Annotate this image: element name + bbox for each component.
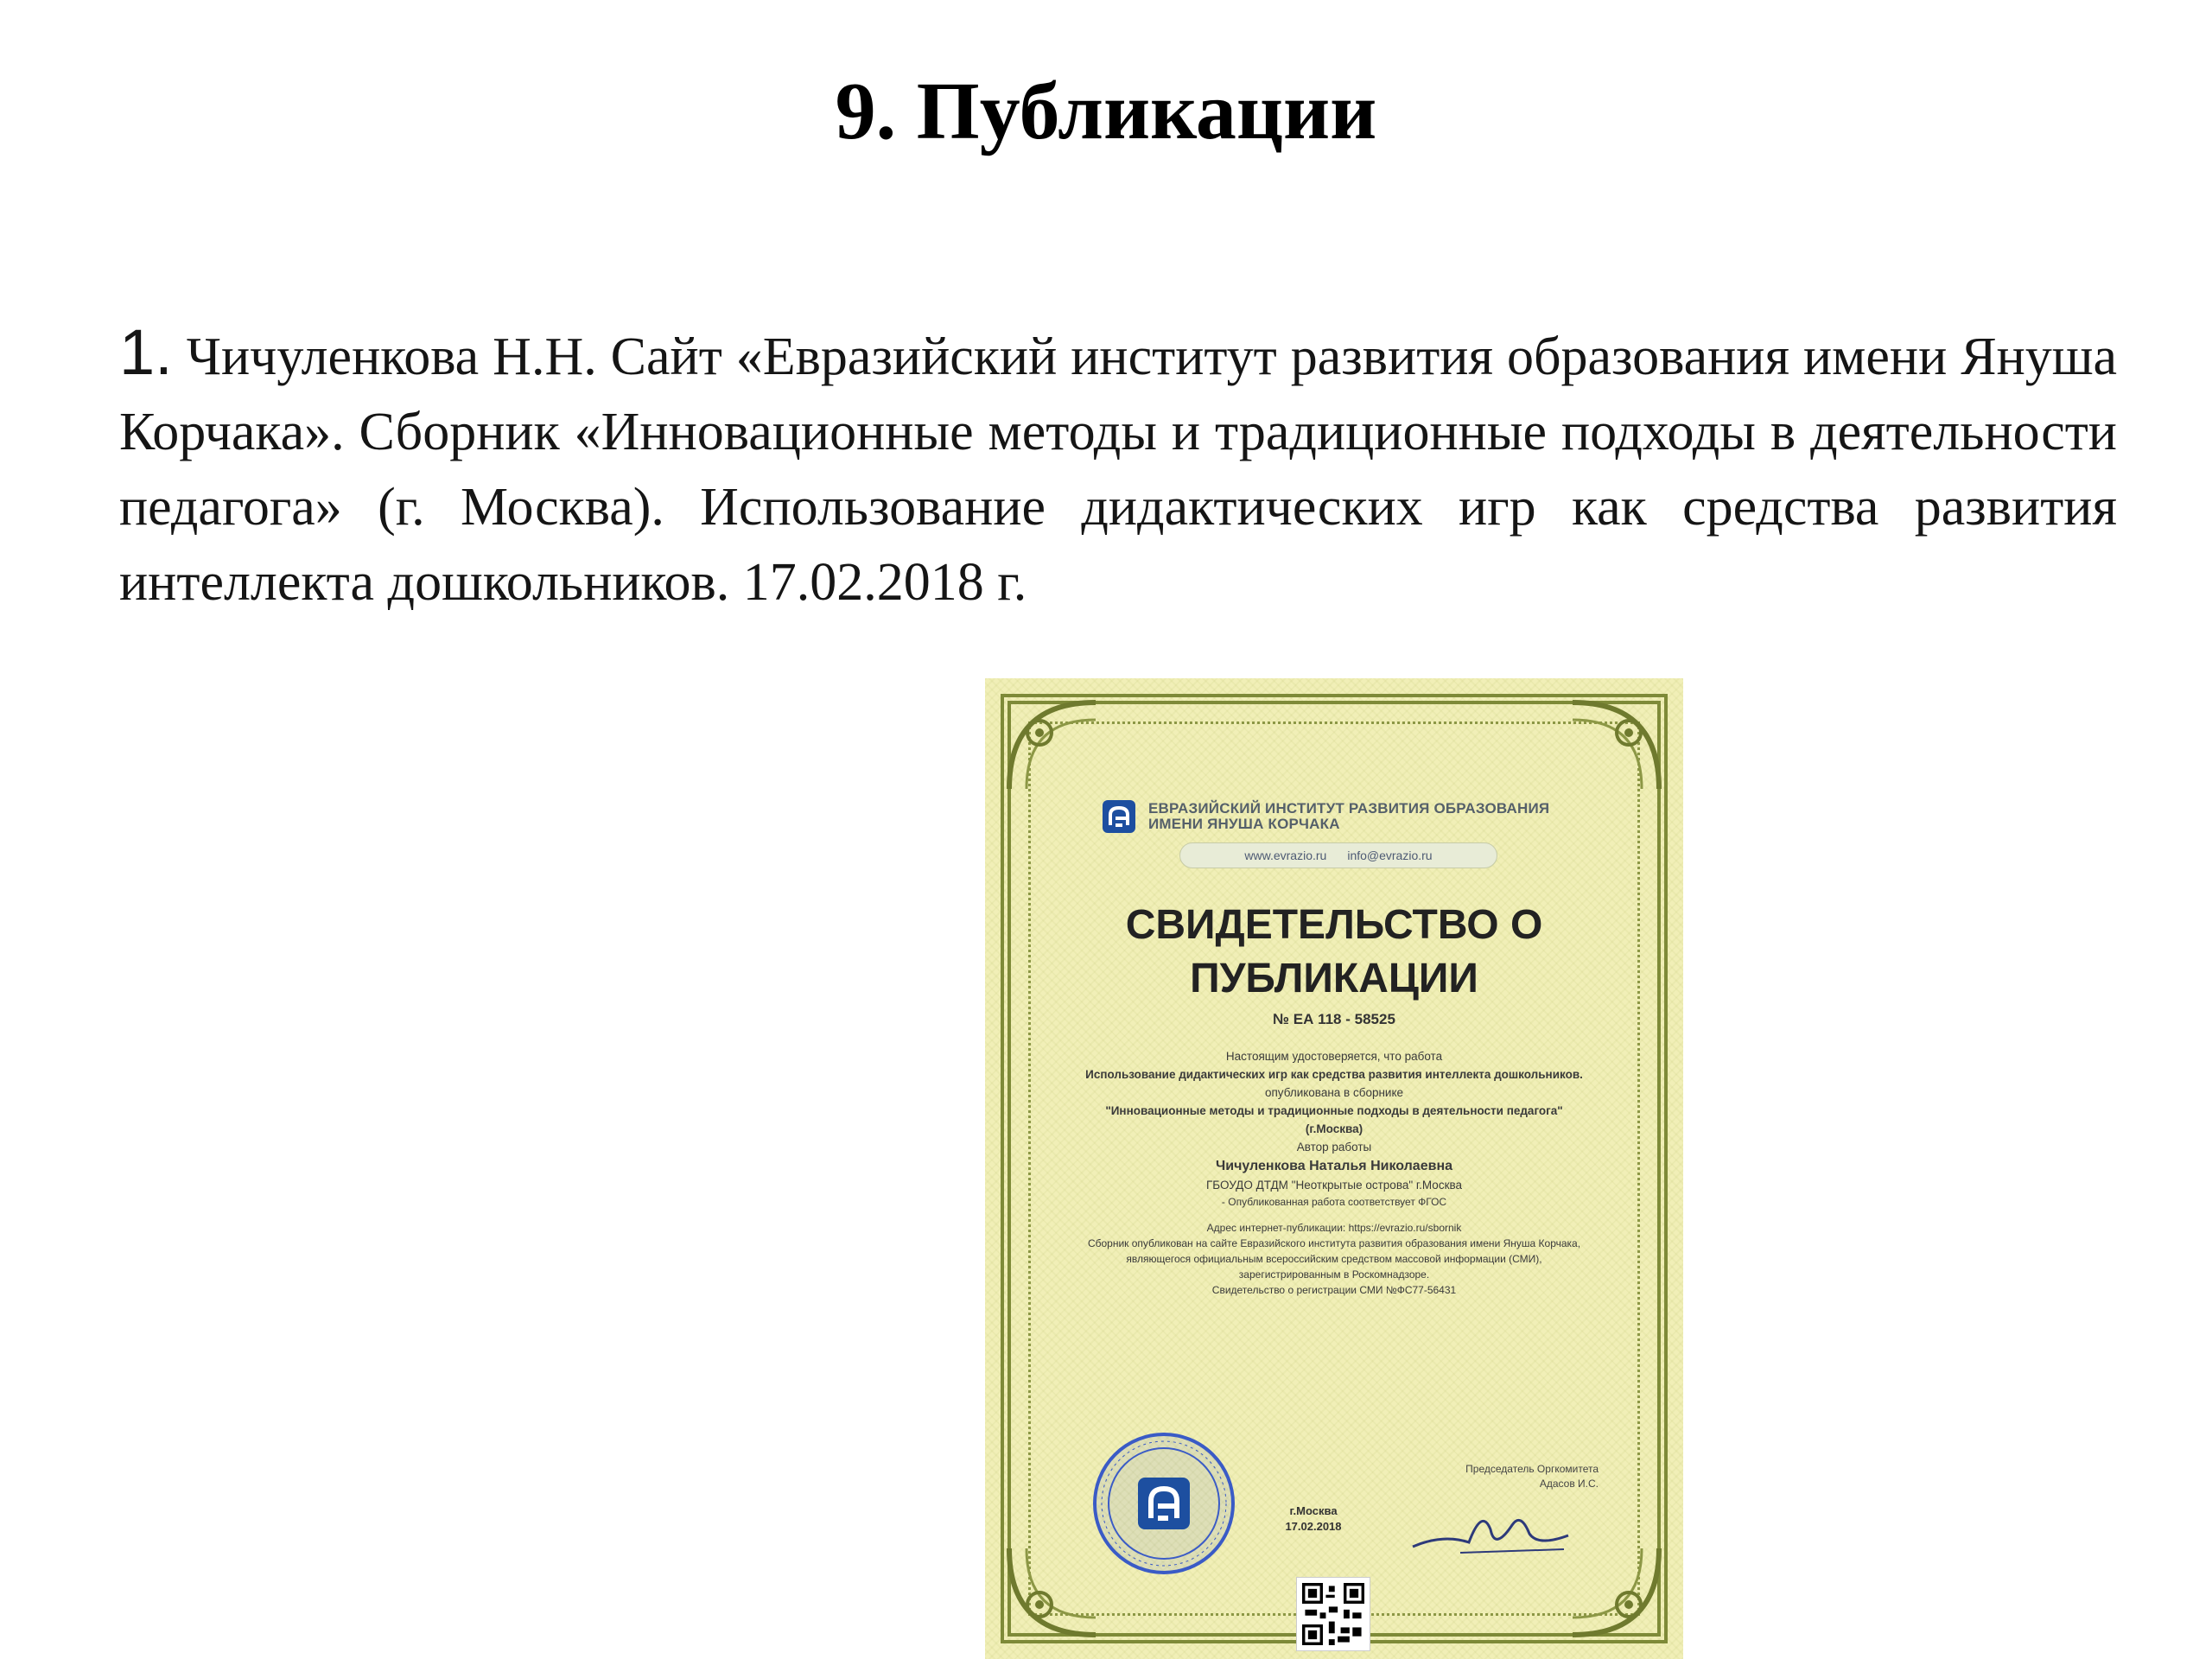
certificate-note: Сборник опубликован на сайте Евразийского института развития образования имени Януша Корчака, являющегося официальным всероссийским средством массовой информации (СМИ), зарегистрированным в Роскомнадзоре. bbox=[1087, 1237, 1581, 1281]
institute-name-line2: ИМЕНИ ЯНУША КОРЧАКА bbox=[1148, 816, 1340, 832]
chair-title: Председатель Оргкомитета bbox=[1465, 1463, 1599, 1475]
publication-number: 1. bbox=[119, 316, 173, 388]
certificate-heading-line1: СВИДЕТЕЛЬСТВО О bbox=[1125, 902, 1543, 948]
certificate-address: Адрес интернет-публикации: https://evrazio.ru/sbornik bbox=[1206, 1222, 1462, 1234]
corner-ornament-icon bbox=[1001, 1540, 1104, 1643]
certificate-place-date bbox=[1262, 1503, 1365, 1535]
certificate-contacts bbox=[1179, 842, 1497, 868]
certificate-heading-line2: ПУБЛИКАЦИИ bbox=[1190, 956, 1478, 1001]
corner-ornament-icon bbox=[1564, 694, 1668, 798]
publication-entry bbox=[119, 315, 2117, 620]
certificate-body bbox=[1080, 1047, 1588, 1298]
corner-ornament-icon bbox=[1564, 1540, 1668, 1643]
certificate-work-title: Использование дидактических игр как средства развития интеллекта дошкольников. bbox=[1085, 1068, 1583, 1081]
chair-name: Адасов И.С. bbox=[1539, 1478, 1599, 1490]
certificate-collection: "Инновационные методы и традиционные подходы в деятельности педагога" (г.Москва) bbox=[1105, 1104, 1563, 1135]
certificate-published-in: опубликована в сборнике bbox=[1264, 1086, 1404, 1099]
certificate-author-label: Автор работы bbox=[1296, 1141, 1372, 1154]
certificate-fgos: - Опубликованная работа соответствует ФГОС bbox=[1221, 1196, 1447, 1208]
certificate-header bbox=[1102, 791, 1586, 842]
qr-code-icon bbox=[1296, 1577, 1370, 1651]
signature-icon bbox=[1408, 1499, 1573, 1560]
certificate-number: № ЕА 118 - 58525 bbox=[1273, 1011, 1395, 1027]
publication-text: Чичуленкова Н.Н. Сайт «Евразийский институт развития образования имени Януша Корчака». Сборник «Инновационные методы и традиционные подходы в деятельности педагога» (г. Москва). Использование дидактических игр как средства развития интеллекта дошкольников. 17.02.2018 г. bbox=[119, 327, 2118, 612]
certificate-website: www.evrazio.ru bbox=[1244, 849, 1327, 862]
certificate-author: Чичуленкова Наталья Николаевна bbox=[1216, 1159, 1452, 1173]
corner-ornament-icon bbox=[1001, 694, 1104, 798]
institute-name bbox=[1148, 801, 1549, 832]
certificate-email: info@evrazio.ru bbox=[1347, 849, 1433, 862]
slide-title: 9. Публикации bbox=[835, 67, 1377, 156]
certificate-city: г.Москва bbox=[1289, 1504, 1338, 1517]
publication-certificate bbox=[985, 678, 1683, 1659]
certificate-chair bbox=[1374, 1462, 1599, 1491]
institute-logo-icon bbox=[1102, 799, 1136, 834]
certificate-date: 17.02.2018 bbox=[1285, 1520, 1342, 1533]
certificate-heading bbox=[1037, 899, 1631, 1006]
stamp-icon bbox=[1090, 1430, 1237, 1577]
institute-name-line1: ЕВРАЗИЙСКИЙ ИНСТИТУТ РАЗВИТИЯ ОБРАЗОВАНИЯ bbox=[1148, 800, 1550, 817]
certificate-intro: Настоящим удостоверяется, что работа bbox=[1225, 1050, 1443, 1063]
certificate-registration: Свидетельство о регистрации СМИ №ФС77-56431 bbox=[1211, 1284, 1457, 1296]
certificate-institution: ГБОУДО ДТДМ "Неоткрытые острова" г.Москва bbox=[1205, 1179, 1463, 1192]
